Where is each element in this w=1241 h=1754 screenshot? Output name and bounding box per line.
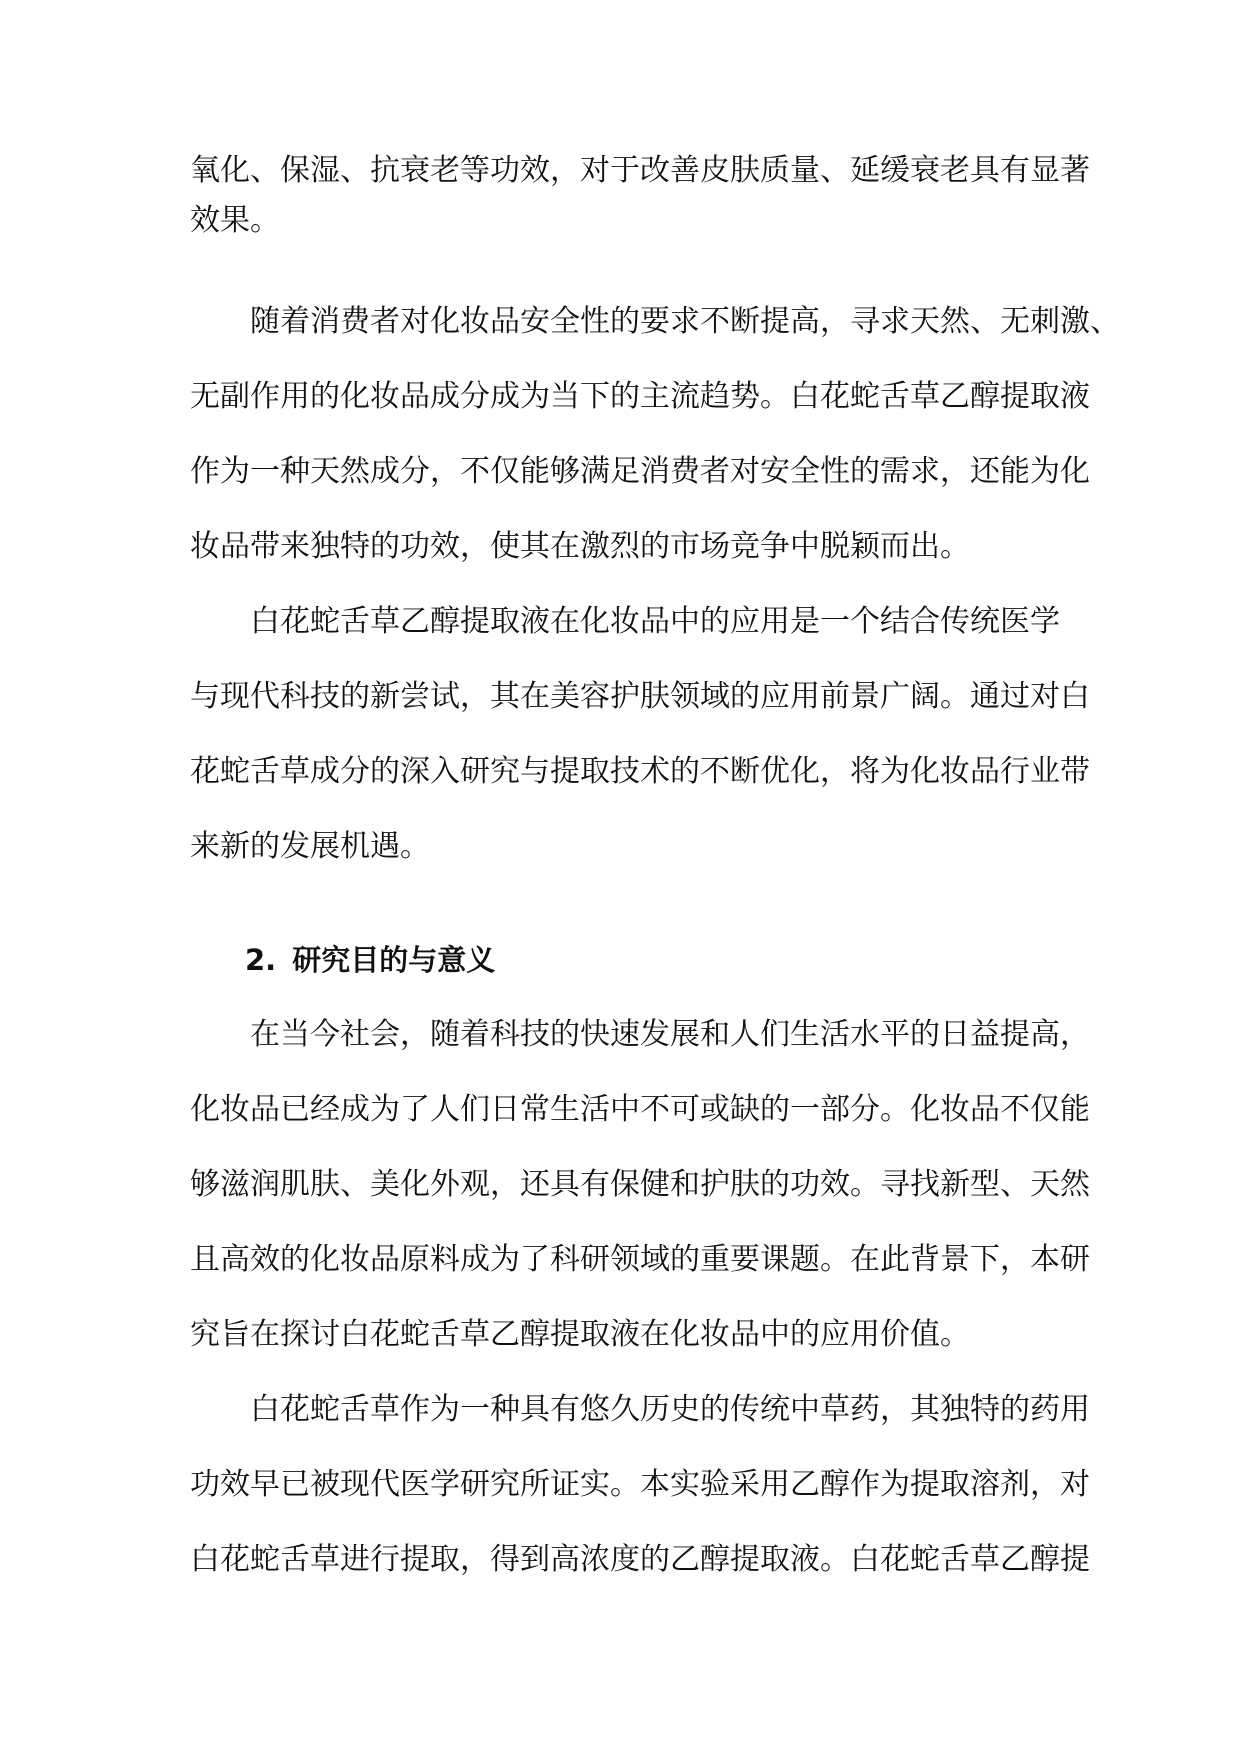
paragraph-line: 效果。 (190, 203, 280, 238)
paragraph-line: 作为一种天然成分，不仅能够满足消费者对安全性的需求，还能为化 (190, 454, 1090, 489)
paragraph-line: 化妆品已经成为了人们日常生活中不可或缺的一部分。化妆品不仅能 (190, 1092, 1090, 1127)
paragraph-line: 究旨在探讨白花蛇舌草乙醇提取液在化妆品中的应用价值。 (190, 1317, 970, 1352)
paragraph-line: 花蛇舌草成分的深入研究与提取技术的不断优化，将为化妆品行业带 (190, 754, 1090, 789)
paragraph-line: 氧化、保湿、抗衰老等功效，对于改善皮肤质量、延缓衰老具有显著 (190, 153, 1090, 188)
paragraph-line: 在当今社会，随着科技的快速发展和人们生活水平的日益提高， (250, 1017, 1090, 1052)
section-title: 研究目的与意义 (292, 943, 496, 977)
paragraph-line: 白花蛇舌草作为一种具有悠久历史的传统中草药，其独特的药用 (250, 1392, 1090, 1427)
paragraph-line: 白花蛇舌草进行提取，得到高浓度的乙醇提取液。白花蛇舌草乙醇提 (190, 1542, 1090, 1577)
paragraph-line: 白花蛇舌草乙醇提取液在化妆品中的应用是一个结合传统医学 (250, 604, 1060, 639)
paragraph-line: 与现代科技的新尝试，其在美容护肤领域的应用前景广阔。通过对白 (190, 679, 1090, 714)
paragraph-line: 且高效的化妆品原料成为了科研领域的重要课题。在此背景下，本研 (190, 1242, 1090, 1277)
paragraph-line: 随着消费者对化妆品安全性的要求不断提高，寻求天然、无刺激、 (250, 304, 1120, 339)
paragraph-line: 来新的发展机遇。 (190, 829, 430, 864)
paragraph-line: 功效早已被现代医学研究所证实。本实验采用乙醇作为提取溶剂，对 (190, 1467, 1090, 1502)
paragraph-line: 妆品带来独特的功效，使其在激烈的市场竞争中脱颖而出。 (190, 529, 970, 564)
paragraph-line: 无副作用的化妆品成分成为当下的主流趋势。白花蛇舌草乙醇提取液 (190, 379, 1090, 414)
section-number: 2. (245, 943, 277, 977)
section-heading (245, 941, 495, 979)
paragraph-line: 够滋润肌肤、美化外观，还具有保健和护肤的功效。寻找新型、天然 (190, 1167, 1090, 1202)
